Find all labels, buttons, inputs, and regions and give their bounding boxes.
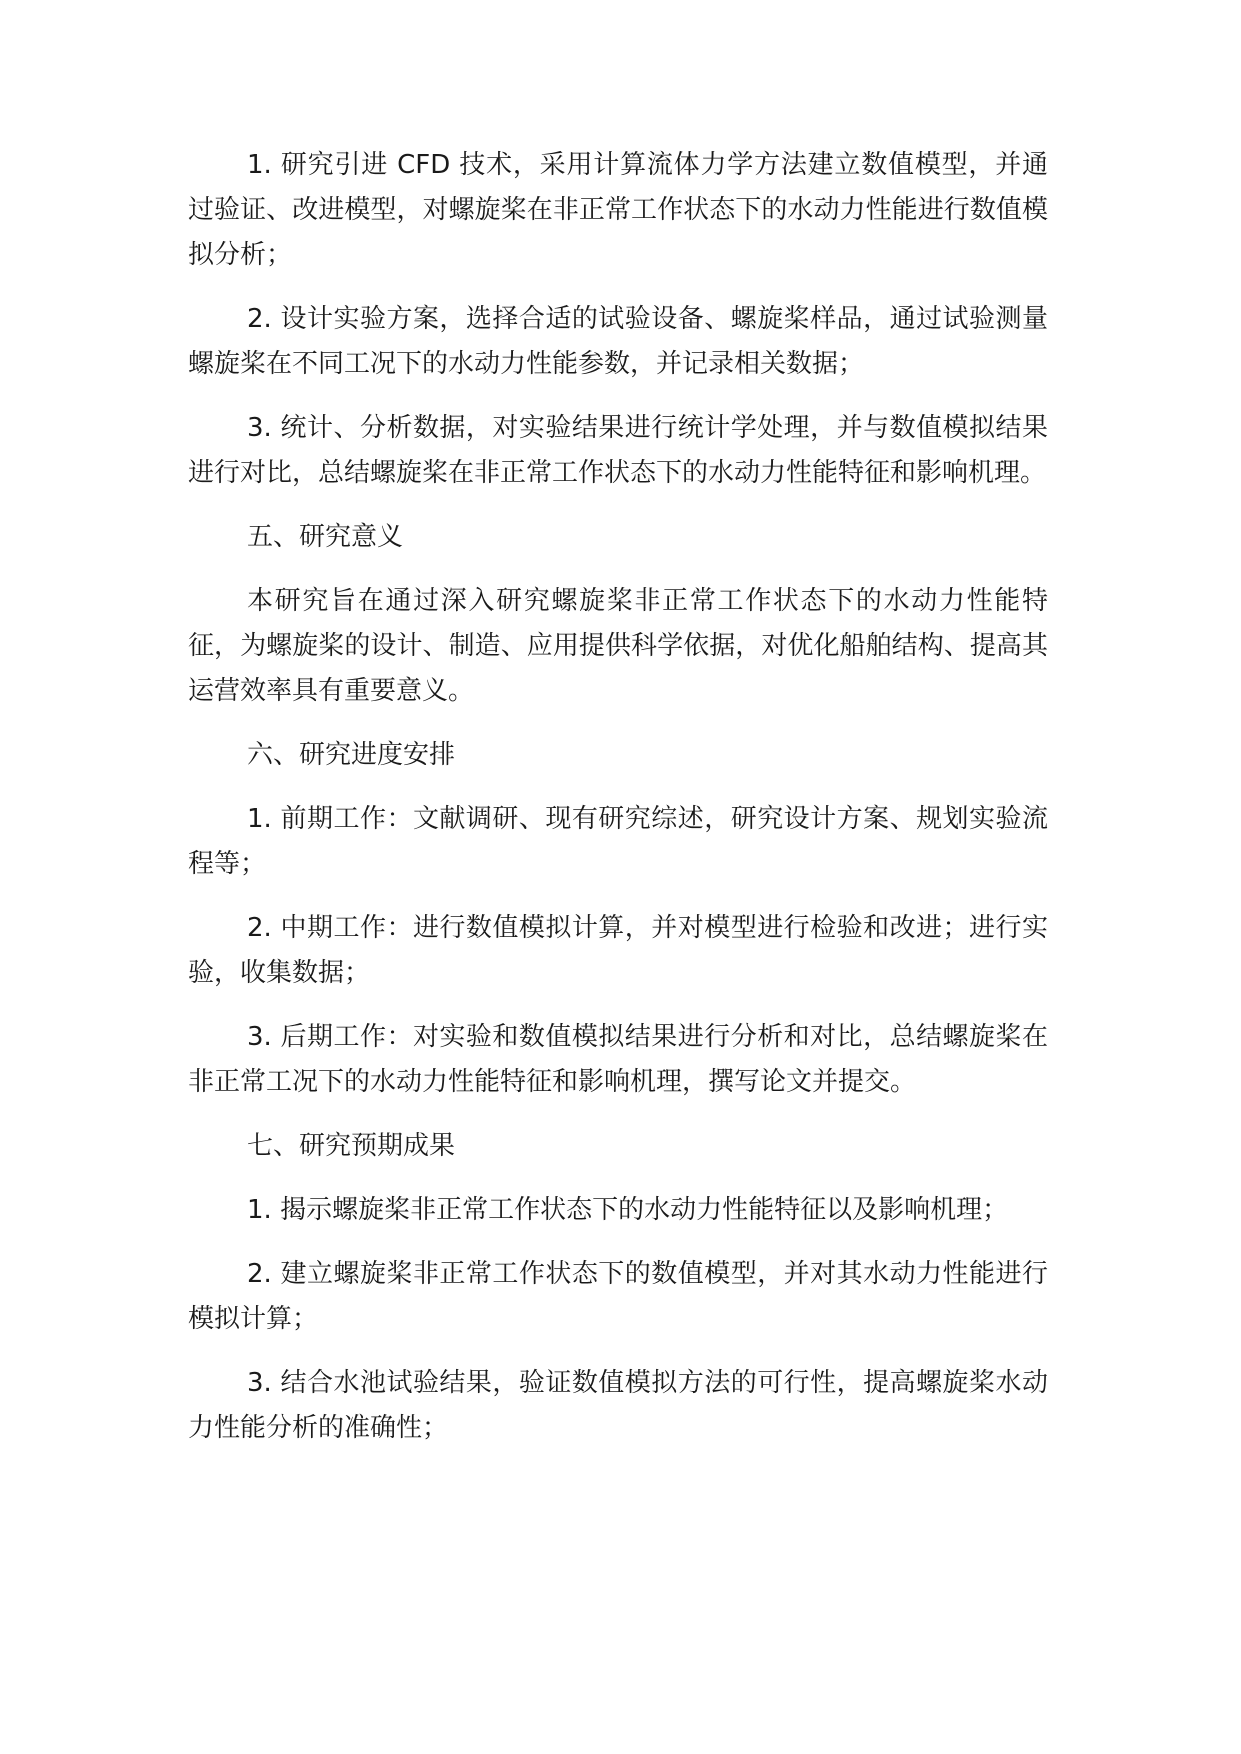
document-page [188, 143, 1048, 1470]
section-heading-schedule: 六、研究进度安排 [247, 740, 456, 770]
schedule-item-2: 2. 中期工作：进行数值模拟计算，并对模型进行检验和改进；进行实验，收集数据； [188, 913, 1048, 988]
significance-paragraph: 本研究旨在通过深入研究螺旋桨非正常工作状态下的水动力性能特征，为螺旋桨的设计、制造、应用提供科学依据，对优化船舶结构、提高其运营效率具有重要意义。 [188, 586, 1048, 706]
method-item-3: 3. 统计、分析数据，对实验结果进行统计学处理，并与数值模拟结果进行对比，总结螺旋桨在非正常工作状态下的水动力性能特征和影响机理。 [188, 413, 1048, 488]
outcome-item-3: 3. 结合水池试验结果，验证数值模拟方法的可行性，提高螺旋桨水动力性能分析的准确性； [188, 1368, 1048, 1443]
method-item-2: 2. 设计实验方案，选择合适的试验设备、螺旋桨样品，通过试验测量螺旋桨在不同工况下的水动力性能参数，并记录相关数据； [188, 304, 1048, 379]
outcome-item-2: 2. 建立螺旋桨非正常工作状态下的数值模型，并对其水动力性能进行模拟计算； [188, 1259, 1048, 1334]
section-heading-outcomes: 七、研究预期成果 [247, 1131, 456, 1161]
method-item-1: 1. 研究引进 CFD 技术，采用计算流体力学方法建立数值模型，并通过验证、改进模型，对螺旋桨在非正常工作状态下的水动力性能进行数值模拟分析； [188, 150, 1048, 270]
outcome-item-1: 1. 揭示螺旋桨非正常工作状态下的水动力性能特征以及影响机理； [247, 1195, 1009, 1225]
schedule-item-1: 1. 前期工作：文献调研、现有研究综述，研究设计方案、规划实验流程等； [188, 804, 1048, 879]
schedule-item-3: 3. 后期工作：对实验和数值模拟结果进行分析和对比，总结螺旋桨在非正常工况下的水动力性能特征和影响机理，撰写论文并提交。 [188, 1022, 1048, 1097]
section-heading-significance: 五、研究意义 [247, 522, 404, 552]
